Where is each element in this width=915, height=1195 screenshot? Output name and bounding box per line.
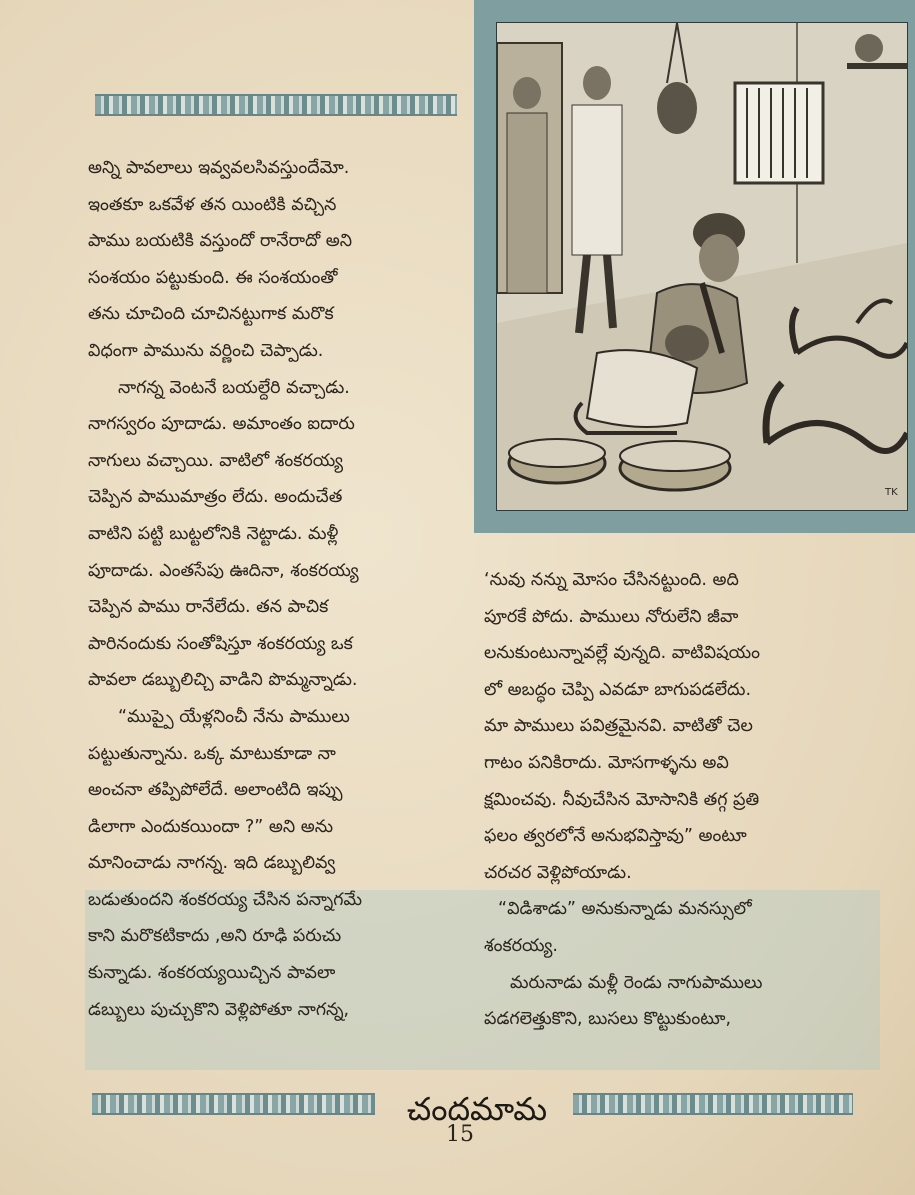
text-line: శంకరయ్య.: [484, 935, 558, 956]
text-line: గాటం పనికిరాదు. మోసగాళ్ళను అవి: [484, 752, 729, 773]
text-line: లో అబద్ధం చెప్పి ఎవడూ బాగుపడలేదు.: [484, 679, 752, 700]
text-line: చెప్పిన పాముమాత్రం లేదు. అందుచేత: [88, 487, 343, 508]
text-line: ఇంతకూ ఒకవేళ తన యింటికి వచ్చిన: [88, 194, 337, 215]
text-line: పారినందుకు సంతోషిస్తూ శంకరయ్య ఒక: [88, 633, 353, 654]
text-line: మానించాడు నాగన్న. ఇది డబ్బులివ్వ: [88, 853, 336, 874]
text-line: మరునాడు మళ్లీ రెండు నాగుపాములు: [510, 972, 763, 993]
text-line: కున్నాడు. శంకరయ్యయిచ్చిన పావలా: [88, 963, 336, 984]
footer-ornament-left: [92, 1093, 375, 1115]
text-line: సంశయం పట్టుకుంది. ఈ సంశయంతో: [88, 267, 338, 288]
text-line: అన్ని పావలాలు ఇవ్వవలసివస్తుందేమో.: [88, 158, 350, 178]
illustration-panel: [496, 22, 908, 511]
text-line: నాగులు వచ్చాయి. వాటిలో శంకరయ్య: [88, 450, 344, 471]
text-line: లనుకుంటున్నావల్లే వున్నది. వాటివిషయం: [484, 643, 760, 664]
text-line: నాగస్వరం పూదాడు. అమాంతం ఐదారు: [88, 414, 355, 435]
page-number: 15: [446, 1122, 474, 1147]
top-ornament-band: [95, 94, 457, 116]
text-line: పూరకే పోదు. పాములు నోరులేని జీవా: [484, 606, 739, 627]
text-line: పట్టుతున్నాను. ఒక్క మాటుకూడా నా: [88, 743, 336, 764]
text-line: వాటిని పట్టి బుట్టలోనికి నెట్టాడు. మళ్లీ: [88, 523, 339, 544]
text-line: “ముప్పై యేళ్లనించీ నేను పాములు: [118, 706, 350, 727]
text-line: “విడిశాడు” అనుకున్నాడు మనస్సులో: [498, 899, 752, 920]
snake-charmer-illustration: [497, 23, 907, 510]
text-line: తను చూచింది చూచినట్టుగాక మరొక: [88, 304, 334, 325]
footer-ornament-right: [573, 1093, 853, 1115]
text-line: పూదాడు. ఎంతసేపు ఊదినా, శంకరయ్య: [88, 560, 359, 581]
illustrator-signature: TK: [885, 487, 898, 498]
text-line: విధంగా పామును వర్ణించి చెప్పాడు.: [88, 340, 324, 361]
text-line: పావలా డబ్బులిచ్చి వాడిని పొమ్మన్నాడు.: [88, 670, 358, 691]
text-line: పడగలెత్తుకొని, బుసలు కొట్టుకుంటూ,: [484, 1009, 732, 1030]
text-line: బడుతుందని శంకరయ్య చేసిన పన్నాగమే: [88, 889, 362, 910]
text-line: చరచర వెళ్లిపోయాడు.: [484, 862, 632, 883]
text-line: ‘నువు నన్ను మోసం చేసినట్టుంది. అది: [484, 570, 739, 590]
left-text-column: [88, 150, 466, 1028]
text-line: మా పాములు పవిత్రమైనవి. వాటితో చెల: [484, 716, 753, 737]
text-line: కాని మరొకటికాదు ,అని రూఢి పరుచు: [88, 926, 342, 947]
right-text-column: [484, 562, 884, 1038]
magazine-title: చందమామ: [406, 1090, 548, 1128]
text-line: డబ్బులు పుచ్చుకొని వెళ్లిపోతూ నాగన్న,: [88, 999, 350, 1020]
text-line: ఫలం త్వరలోనే అనుభవిస్తావు” అంటూ: [484, 826, 747, 847]
text-line: డిలాగా ఎందుకయిందా ?” అని అను: [88, 816, 334, 837]
story-illustration: [474, 0, 915, 533]
text-line: అంచనా తప్పిపోలేదే. అలాంటిది ఇప్పు: [88, 780, 343, 801]
text-line: పాము బయటికి వస్తుందో రానేరాదో అని: [88, 231, 353, 252]
text-line: చెప్పిన పాము రానేలేదు. తన పాచిక: [88, 597, 329, 618]
text-line: క్షమించవు. నీవుచేసిన మోసానికి తగ్గ ప్రతి: [484, 789, 760, 810]
text-line: నాగన్న వెంటనే బయల్దేరి వచ్చాడు.: [118, 377, 350, 398]
